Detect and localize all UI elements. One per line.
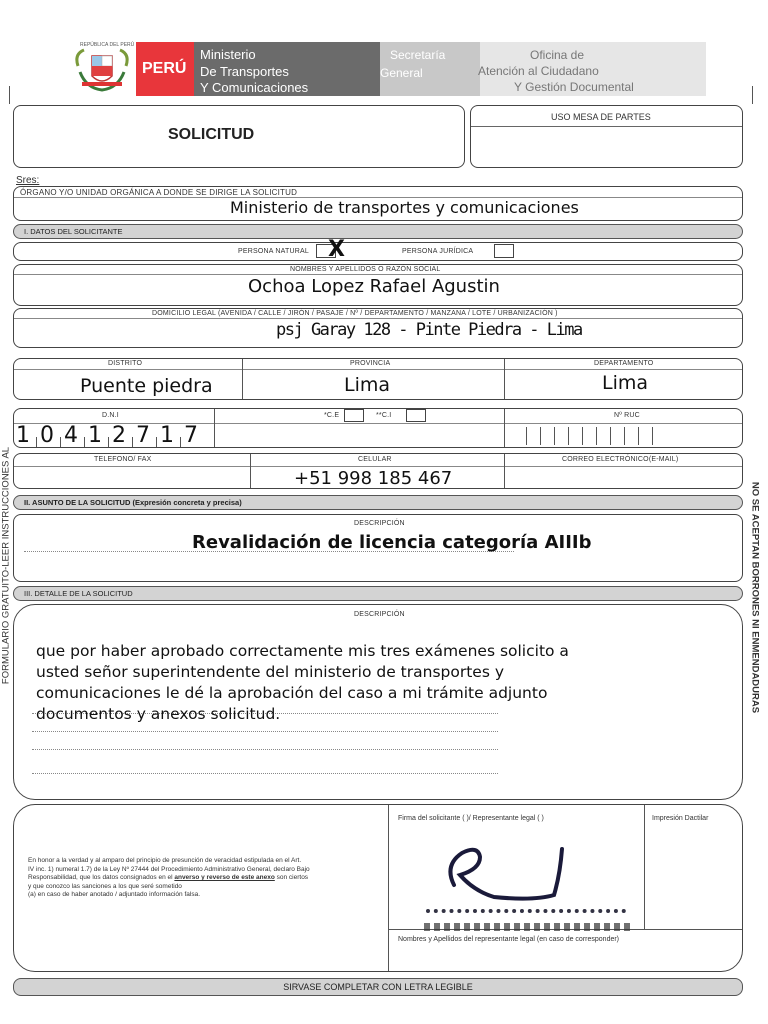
section-detalle: III. DETALLE DE LA SOLICITUD — [13, 586, 743, 601]
signature-dots — [426, 909, 626, 913]
declaracion-emphasis: anverso y reverso de este anexo — [174, 874, 275, 881]
impresion-label: Impresión Dactilar — [652, 815, 709, 822]
header — [0, 38, 768, 98]
ministry-line3: Y Comunicaciones — [200, 80, 309, 95]
crop-mark-right — [752, 86, 753, 104]
ministry-line2: De Transportes — [200, 64, 289, 79]
contacto-box — [13, 453, 743, 489]
declaracion-line: (a) en caso de haber anotado / adjuntado información falsa. — [28, 891, 201, 898]
telefono-label: TELEFONO/ FAX — [94, 456, 152, 463]
ce-label: *C.E — [324, 412, 340, 419]
ruc-label: Nº RUC — [614, 412, 640, 419]
mesa-partes-box — [470, 105, 743, 168]
dni-digit: 2 — [112, 423, 126, 448]
organo-box — [13, 186, 743, 221]
detalle-descripcion-label: DESCRIPCIÓN — [354, 611, 405, 618]
form-title: SOLICITUD — [168, 126, 255, 143]
declaracion-line: IV inc. 1) numeral 1.7) de la Ley Nº 27444 del Procedimiento Administrativo General, declaro Bajo — [28, 865, 310, 873]
peru-label: PERÚ — [142, 60, 187, 77]
secretaria-block — [380, 42, 480, 96]
side-text-left: FORMULARIO GRATUITO-LEER INSTRUCCIONES AL — [0, 446, 12, 685]
mesa-partes-label: USO MESA DE PARTES — [551, 112, 651, 122]
provincia-label: PROVINCIA — [350, 360, 391, 367]
signature-scribble — [424, 923, 634, 931]
ministry-line1: Ministerio — [200, 47, 256, 62]
celular-value[interactable]: +51 998 185 467 — [294, 468, 453, 489]
departamento-value[interactable]: Lima — [602, 372, 649, 394]
celular-label: CELULAR — [358, 456, 392, 463]
detalle-text[interactable] — [36, 641, 569, 725]
declaracion-line: y que conozco las sanciones a los que seré sometido — [28, 882, 182, 890]
peru-brand — [136, 42, 194, 96]
persona-natural-label: PERSONA NATURAL — [238, 248, 309, 255]
coat-of-arms-icon — [72, 42, 135, 96]
asunto-value[interactable]: Revalidación de licencia categoría AIIIb — [192, 532, 592, 553]
dni-digit: 1 — [16, 423, 30, 448]
organo-label: ÓRGANO Y/O UNIDAD ORGÁNICA A DONDE SE DIRIGE LA SOLICITUD — [20, 188, 298, 197]
seal-text: REPÚBLICA DEL PERÚ — [80, 42, 135, 48]
ubicacion-box — [13, 358, 743, 400]
declaracion-line: En honor a la verdad y al amparo del principio de presunción de veracidad estipulada en el Art. — [28, 857, 302, 864]
persona-type-box — [13, 237, 743, 262]
signature-icon[interactable] — [434, 835, 584, 915]
firma-label: Firma del solicitante ( )/ Representante legal ( ) — [398, 815, 544, 822]
correo-label: CORREO ELECTRÓNICO(E-MAIL) — [562, 456, 679, 463]
representante-label: Nombres y Apellidos del representante legal (en caso de corresponder) — [398, 936, 620, 943]
oficina-block — [480, 42, 706, 96]
ruc-cells[interactable] — [504, 423, 742, 447]
distrito-value[interactable]: Puente piedra — [80, 375, 213, 397]
title-box — [13, 105, 465, 168]
persona-juridica-label: PERSONA JURÍDICA — [402, 248, 474, 255]
declaracion-line: son ciertos — [276, 874, 309, 881]
documentos-box — [13, 408, 743, 448]
nombres-label: NOMBRES Y APELLIDOS O RAZÓN SOCIAL — [290, 266, 441, 273]
detalle-line: documentos y anexos solicitud. — [36, 705, 281, 723]
declaracion-box — [13, 804, 743, 972]
oficina-line2: Atención al Ciudadano — [478, 64, 599, 78]
footer-bar — [13, 978, 743, 996]
oficina-line1: Oficina de — [530, 48, 585, 62]
organo-value[interactable]: Ministerio de transportes y comunicaciones — [230, 198, 579, 217]
nombres-value[interactable]: Ochoa Lopez Rafael Agustin — [248, 276, 500, 297]
dni-digits[interactable] — [14, 423, 214, 447]
domicilio-value[interactable]: psj Garay 128 - Pinte Piedra - Lima — [276, 320, 582, 340]
dni-digit: 4 — [64, 423, 78, 448]
asunto-descripcion-label: DESCRIPCIÓN — [354, 520, 405, 527]
detalle-line: que por haber aprobado correctamente mis tres exámenes solicito a — [36, 642, 569, 660]
persona-juridica-checkbox[interactable] — [494, 244, 514, 258]
side-text-right: NO SE ACEPTAN BORRONES NI ENMENDADURAS — [749, 481, 761, 714]
secretaria-line2: General — [380, 66, 423, 80]
section-datos-solicitante: I. DATOS DEL SOLICITANTE — [13, 224, 743, 239]
nombres-box — [13, 264, 743, 306]
ci-label: **C.I — [376, 412, 392, 419]
crop-mark-left — [9, 86, 10, 104]
detalle-line: usted señor superintendente del ministerio de transportes y — [36, 663, 505, 681]
dni-digit: 0 — [40, 423, 54, 448]
secretaria-line1: Secretaría — [390, 48, 446, 62]
oficina-line3: Y Gestión Documental — [514, 80, 634, 94]
persona-natural-mark: X — [328, 237, 345, 262]
declaracion-line: Responsabilidad, que los datos consignados en el — [28, 874, 173, 881]
dni-label: D.N.I — [102, 412, 119, 419]
domicilio-box — [13, 308, 743, 348]
sres-label: Sres: — [16, 175, 40, 186]
footer-text: SIRVASE COMPLETAR CON LETRA LEGIBLE — [283, 982, 473, 992]
ce-checkbox[interactable] — [344, 409, 364, 422]
domicilio-label: DOMICILIO LEGAL (AVENIDA / CALLE / JIRÓN / PASAJE / Nº / DEPARTAMENTO / MANZANA / LOTE / URBANIZACIÓN ) — [152, 310, 558, 317]
section-asunto: II. ASUNTO DE LA SOLICITUD (Expresión concreta y precisa) — [13, 495, 743, 510]
dni-digit: 1 — [88, 423, 102, 448]
provincia-value[interactable]: Lima — [344, 374, 391, 396]
asunto-box — [13, 514, 743, 582]
declaracion-text — [28, 857, 384, 900]
detalle-line: comunicaciones le dé la aprobación del caso a mi trámite adjunto — [36, 684, 548, 702]
ministry-block — [194, 42, 380, 96]
ci-checkbox[interactable] — [406, 409, 426, 422]
distrito-label: DISTRITO — [108, 360, 143, 367]
dni-digit: 7 — [184, 423, 198, 448]
detalle-box — [13, 604, 743, 800]
dni-digit: 7 — [136, 423, 150, 448]
dni-digit: 1 — [160, 423, 174, 448]
departamento-label: DEPARTAMENTO — [594, 360, 654, 367]
